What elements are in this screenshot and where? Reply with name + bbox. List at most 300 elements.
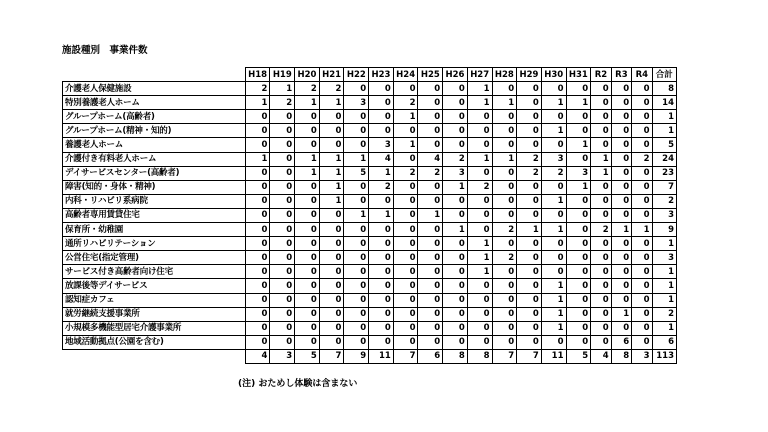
count-cell: 0 (270, 152, 295, 166)
count-cell: 0 (418, 251, 443, 265)
count-cell: 0 (270, 180, 295, 194)
count-cell: 0 (591, 293, 611, 307)
row-total-cell: 5 (652, 138, 676, 152)
count-cell: 0 (393, 82, 418, 96)
table-row (63, 82, 677, 96)
count-cell: 0 (566, 251, 591, 265)
count-cell: 0 (319, 307, 344, 321)
count-cell: 0 (369, 307, 394, 321)
count-cell: 0 (467, 138, 492, 152)
count-cell: 1 (319, 194, 344, 208)
count-cell: 1 (369, 166, 394, 180)
count-cell: 0 (591, 110, 611, 124)
count-cell: 1 (319, 180, 344, 194)
count-cell: 0 (369, 237, 394, 251)
count-cell: 0 (369, 279, 394, 293)
count-cell: 0 (418, 82, 443, 96)
count-cell: 1 (443, 180, 468, 194)
count-cell: 0 (566, 124, 591, 138)
count-cell: 0 (517, 208, 542, 222)
count-cell: 0 (467, 223, 492, 237)
count-cell: 1 (467, 265, 492, 279)
count-cell: 0 (517, 265, 542, 279)
count-cell: 0 (295, 321, 320, 335)
row-total-cell: 6 (652, 335, 676, 349)
count-cell: 0 (467, 335, 492, 349)
count-cell: 0 (566, 335, 591, 349)
count-cell: 0 (319, 265, 344, 279)
count-cell: 0 (591, 82, 611, 96)
count-cell: 0 (467, 110, 492, 124)
count-cell: 0 (270, 208, 295, 222)
count-cell: 1 (418, 208, 443, 222)
count-cell: 1 (566, 96, 591, 110)
count-cell: 0 (393, 152, 418, 166)
count-cell: 0 (344, 251, 369, 265)
count-cell: 0 (295, 208, 320, 222)
count-cell: 0 (517, 279, 542, 293)
count-cell: 0 (632, 293, 652, 307)
count-cell: 0 (418, 110, 443, 124)
facility-type-label: 介護付き有料老人ホーム (63, 152, 246, 166)
count-cell: 1 (566, 180, 591, 194)
count-cell: 0 (591, 194, 611, 208)
count-cell: 0 (344, 265, 369, 279)
count-cell: 1 (344, 208, 369, 222)
count-cell: 0 (443, 265, 468, 279)
count-cell: 1 (591, 152, 611, 166)
count-cell: 0 (492, 293, 517, 307)
count-cell: 0 (270, 321, 295, 335)
count-cell: 0 (245, 194, 270, 208)
count-cell: 0 (344, 110, 369, 124)
column-header: H24 (393, 68, 418, 82)
count-cell: 0 (517, 321, 542, 335)
count-cell: 2 (369, 180, 394, 194)
count-cell: 0 (295, 251, 320, 265)
count-cell: 0 (541, 180, 566, 194)
facility-type-label: 小規模多機能型居宅介護事業所 (63, 321, 246, 335)
count-cell: 0 (566, 82, 591, 96)
facility-type-label: 放課後等デイサービス (63, 279, 246, 293)
count-cell: 0 (369, 194, 394, 208)
count-cell: 0 (492, 180, 517, 194)
count-cell: 0 (467, 124, 492, 138)
count-cell: 0 (369, 321, 394, 335)
column-header: H19 (270, 68, 295, 82)
row-total-cell: 2 (652, 307, 676, 321)
count-cell: 0 (541, 265, 566, 279)
row-total-cell: 1 (652, 279, 676, 293)
row-total-cell: 3 (652, 251, 676, 265)
count-cell: 0 (319, 138, 344, 152)
column-header: H26 (443, 68, 468, 82)
count-cell: 1 (541, 194, 566, 208)
table-row (63, 307, 677, 321)
count-cell: 0 (344, 335, 369, 349)
count-cell: 0 (611, 96, 631, 110)
column-total-cell: 11 (541, 349, 566, 363)
column-total-cell: 11 (369, 349, 394, 363)
count-cell: 0 (369, 223, 394, 237)
count-cell: 0 (393, 208, 418, 222)
count-cell: 0 (319, 110, 344, 124)
count-cell: 1 (467, 237, 492, 251)
count-cell: 0 (517, 96, 542, 110)
facility-count-table (62, 67, 677, 364)
count-cell: 0 (393, 279, 418, 293)
count-cell: 0 (541, 208, 566, 222)
count-cell: 0 (492, 124, 517, 138)
count-cell: 0 (611, 110, 631, 124)
count-cell: 2 (492, 223, 517, 237)
count-cell: 0 (393, 307, 418, 321)
table-row (63, 265, 677, 279)
table-row (63, 251, 677, 265)
count-cell: 1 (541, 223, 566, 237)
count-cell: 0 (611, 251, 631, 265)
count-cell: 0 (344, 180, 369, 194)
count-cell: 0 (591, 208, 611, 222)
count-cell: 0 (295, 194, 320, 208)
count-cell: 6 (611, 335, 631, 349)
count-cell: 0 (418, 321, 443, 335)
count-cell: 0 (443, 194, 468, 208)
column-total-cell: 8 (443, 349, 468, 363)
column-header: H20 (295, 68, 320, 82)
row-total-cell: 1 (652, 124, 676, 138)
facility-type-label: デイサービスセンター(高齢者) (63, 166, 246, 180)
count-cell: 0 (566, 152, 591, 166)
column-header: H23 (369, 68, 394, 82)
count-cell: 0 (295, 279, 320, 293)
count-cell: 0 (591, 335, 611, 349)
count-cell: 1 (393, 138, 418, 152)
count-cell: 3 (369, 138, 394, 152)
column-total-cell: 4 (245, 349, 270, 363)
count-cell: 0 (295, 124, 320, 138)
count-cell: 0 (591, 180, 611, 194)
count-cell: 0 (517, 138, 542, 152)
count-cell: 1 (295, 96, 320, 110)
count-cell: 1 (492, 152, 517, 166)
table-row (63, 194, 677, 208)
count-cell: 0 (295, 335, 320, 349)
count-cell: 0 (517, 237, 542, 251)
count-cell: 0 (467, 208, 492, 222)
grand-total-cell: 113 (652, 349, 676, 363)
column-total-cell: 3 (270, 349, 295, 363)
count-cell: 0 (611, 166, 631, 180)
count-cell: 3 (566, 166, 591, 180)
count-cell: 0 (344, 237, 369, 251)
count-cell: 0 (632, 96, 652, 110)
table-row (63, 166, 677, 180)
count-cell: 2 (492, 251, 517, 265)
count-cell: 0 (492, 237, 517, 251)
table-row (63, 237, 677, 251)
count-cell: 2 (541, 166, 566, 180)
count-cell: 0 (369, 110, 394, 124)
facility-type-label: 高齢者専用賃貸住宅 (63, 208, 246, 222)
table-row (63, 152, 677, 166)
count-cell: 0 (393, 335, 418, 349)
count-cell: 0 (517, 335, 542, 349)
count-cell: 0 (632, 138, 652, 152)
row-total-cell: 1 (652, 321, 676, 335)
count-cell: 1 (467, 251, 492, 265)
count-cell: 0 (566, 237, 591, 251)
count-cell: 0 (632, 279, 652, 293)
count-cell: 0 (319, 124, 344, 138)
count-cell: 0 (369, 251, 394, 265)
count-cell: 1 (591, 166, 611, 180)
count-cell: 0 (344, 138, 369, 152)
column-header: H31 (566, 68, 591, 82)
count-cell: 0 (245, 307, 270, 321)
count-cell: 0 (245, 251, 270, 265)
count-cell: 0 (591, 307, 611, 321)
count-cell: 0 (344, 223, 369, 237)
count-cell: 2 (591, 223, 611, 237)
count-cell: 0 (344, 321, 369, 335)
count-cell: 0 (270, 293, 295, 307)
table-row (63, 208, 677, 222)
count-cell: 0 (591, 96, 611, 110)
count-cell: 0 (611, 180, 631, 194)
count-cell: 0 (344, 82, 369, 96)
count-cell: 0 (443, 279, 468, 293)
column-total-cell: 6 (418, 349, 443, 363)
table-row (63, 138, 677, 152)
count-cell: 0 (418, 223, 443, 237)
count-cell: 0 (319, 293, 344, 307)
count-cell: 0 (467, 307, 492, 321)
count-cell: 1 (295, 166, 320, 180)
count-cell: 0 (443, 96, 468, 110)
count-cell: 0 (270, 138, 295, 152)
count-cell: 0 (443, 293, 468, 307)
count-cell: 2 (418, 166, 443, 180)
count-cell: 0 (467, 279, 492, 293)
row-total-cell: 2 (652, 194, 676, 208)
facility-type-label: グループホーム(精神・知的) (63, 124, 246, 138)
table-row (63, 223, 677, 237)
count-cell: 1 (541, 279, 566, 293)
count-cell: 0 (632, 180, 652, 194)
column-total-cell: 4 (591, 349, 611, 363)
count-cell: 3 (541, 152, 566, 166)
count-cell: 0 (295, 138, 320, 152)
count-cell: 0 (270, 265, 295, 279)
table-title: 施設種別 事業件数 (62, 45, 148, 56)
count-cell: 0 (632, 237, 652, 251)
count-cell: 0 (319, 237, 344, 251)
count-cell: 0 (319, 223, 344, 237)
column-header: R3 (611, 68, 631, 82)
column-header: H22 (344, 68, 369, 82)
count-cell: 0 (611, 279, 631, 293)
count-cell: 0 (492, 321, 517, 335)
facility-type-label: 特別養護老人ホーム (63, 96, 246, 110)
column-header: R2 (591, 68, 611, 82)
count-cell: 0 (632, 194, 652, 208)
count-cell: 2 (393, 166, 418, 180)
row-total-cell: 1 (652, 237, 676, 251)
count-cell: 0 (632, 307, 652, 321)
count-cell: 0 (443, 124, 468, 138)
count-cell: 0 (418, 124, 443, 138)
count-cell: 0 (611, 82, 631, 96)
count-cell: 0 (393, 180, 418, 194)
row-total-cell: 1 (652, 293, 676, 307)
facility-type-label: 公営住宅(指定管理) (63, 251, 246, 265)
count-cell: 0 (632, 321, 652, 335)
count-cell: 0 (541, 251, 566, 265)
count-cell: 1 (270, 82, 295, 96)
count-cell: 0 (611, 321, 631, 335)
count-cell: 0 (369, 335, 394, 349)
column-header: H28 (492, 68, 517, 82)
count-cell: 0 (492, 166, 517, 180)
count-cell: 2 (393, 96, 418, 110)
count-cell: 0 (541, 138, 566, 152)
count-cell: 1 (467, 82, 492, 96)
count-cell: 0 (591, 321, 611, 335)
count-cell: 0 (245, 265, 270, 279)
count-cell: 3 (443, 166, 468, 180)
count-cell: 0 (492, 279, 517, 293)
count-cell: 0 (418, 293, 443, 307)
count-cell: 0 (632, 82, 652, 96)
count-cell: 0 (418, 180, 443, 194)
count-cell: 0 (344, 194, 369, 208)
count-cell: 0 (245, 166, 270, 180)
count-cell: 0 (245, 208, 270, 222)
column-total-cell: 7 (517, 349, 542, 363)
column-header: H30 (541, 68, 566, 82)
row-total-cell: 23 (652, 166, 676, 180)
count-cell: 4 (369, 152, 394, 166)
column-total-cell: 7 (393, 349, 418, 363)
count-cell: 0 (270, 194, 295, 208)
count-cell: 0 (566, 321, 591, 335)
count-cell: 0 (393, 223, 418, 237)
count-cell: 0 (319, 335, 344, 349)
count-cell: 0 (393, 321, 418, 335)
count-cell: 0 (418, 265, 443, 279)
facility-type-label: 障害(知的・身体・精神) (63, 180, 246, 194)
count-cell: 0 (566, 208, 591, 222)
count-cell: 0 (611, 194, 631, 208)
count-cell: 0 (393, 293, 418, 307)
row-total-cell: 7 (652, 180, 676, 194)
count-cell: 0 (369, 265, 394, 279)
column-total-cell: 5 (566, 349, 591, 363)
count-cell: 0 (517, 82, 542, 96)
count-cell: 0 (344, 293, 369, 307)
count-cell: 0 (591, 265, 611, 279)
count-cell: 0 (443, 82, 468, 96)
count-cell: 0 (295, 110, 320, 124)
count-cell: 0 (418, 307, 443, 321)
count-cell: 0 (632, 251, 652, 265)
column-header: H27 (467, 68, 492, 82)
row-total-cell: 1 (652, 110, 676, 124)
count-cell: 0 (517, 251, 542, 265)
count-cell: 0 (418, 279, 443, 293)
facility-type-label: サービス付き高齢者向け住宅 (63, 265, 246, 279)
count-cell: 0 (492, 335, 517, 349)
count-cell: 0 (541, 82, 566, 96)
facility-type-label: 就労継続支援事業所 (63, 307, 246, 321)
header-row (63, 68, 677, 82)
table-row (63, 110, 677, 124)
count-cell: 0 (591, 124, 611, 138)
header-corner (63, 68, 246, 82)
count-cell: 0 (517, 307, 542, 321)
count-cell: 1 (467, 152, 492, 166)
column-total-cell: 8 (467, 349, 492, 363)
table-row (63, 180, 677, 194)
count-cell: 0 (443, 335, 468, 349)
facility-type-label: 認知症カフェ (63, 293, 246, 307)
count-cell: 0 (591, 279, 611, 293)
count-cell: 0 (369, 82, 394, 96)
count-cell: 0 (270, 124, 295, 138)
row-total-cell: 3 (652, 208, 676, 222)
count-cell: 0 (245, 138, 270, 152)
count-cell: 0 (632, 335, 652, 349)
count-cell: 0 (245, 321, 270, 335)
count-cell: 0 (611, 138, 631, 152)
count-cell: 0 (492, 265, 517, 279)
count-cell: 0 (393, 124, 418, 138)
count-cell: 1 (344, 152, 369, 166)
count-cell: 0 (591, 237, 611, 251)
count-cell: 2 (517, 166, 542, 180)
count-cell: 0 (369, 124, 394, 138)
count-cell: 0 (319, 208, 344, 222)
count-cell: 1 (492, 96, 517, 110)
count-cell: 0 (517, 110, 542, 124)
column-header: H29 (517, 68, 542, 82)
count-cell: 0 (632, 110, 652, 124)
column-header: H21 (319, 68, 344, 82)
count-cell: 0 (443, 307, 468, 321)
count-cell: 1 (369, 208, 394, 222)
row-total-cell: 14 (652, 96, 676, 110)
count-cell: 0 (467, 194, 492, 208)
count-cell: 0 (566, 223, 591, 237)
count-cell: 0 (393, 194, 418, 208)
count-cell: 0 (319, 279, 344, 293)
count-cell: 0 (611, 152, 631, 166)
count-cell: 0 (611, 208, 631, 222)
count-cell: 0 (541, 237, 566, 251)
count-cell: 0 (369, 293, 394, 307)
footnote: (注) おためし体験は含まない (238, 379, 358, 389)
count-cell: 0 (418, 194, 443, 208)
count-cell: 1 (566, 138, 591, 152)
column-header: H25 (418, 68, 443, 82)
count-cell: 0 (418, 138, 443, 152)
count-cell: 0 (418, 237, 443, 251)
count-cell: 0 (443, 110, 468, 124)
count-cell: 0 (492, 82, 517, 96)
count-cell: 0 (492, 138, 517, 152)
count-cell: 0 (492, 110, 517, 124)
